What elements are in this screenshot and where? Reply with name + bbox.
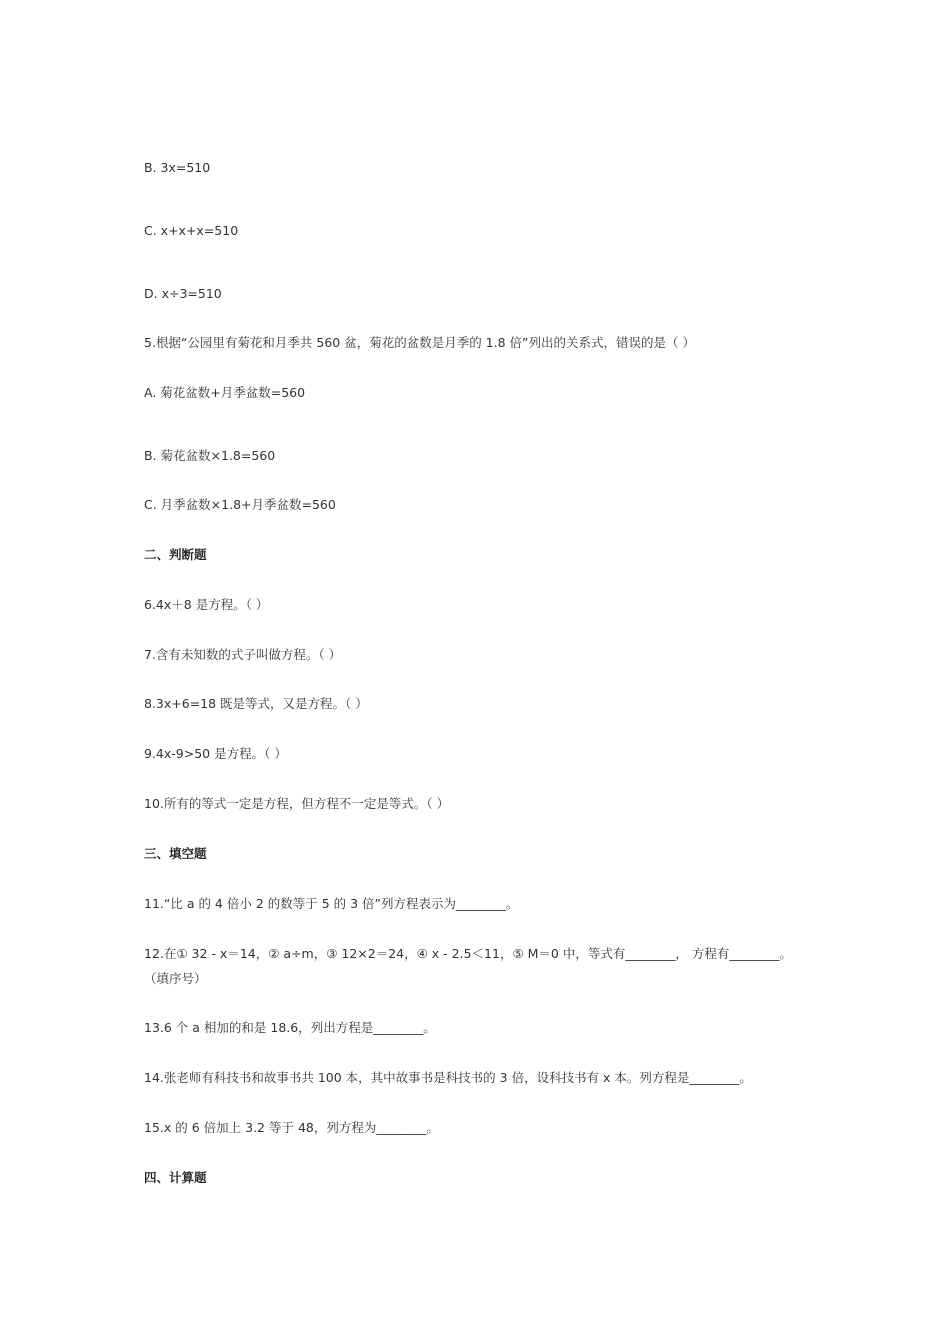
option-4c: C. x+x+x=510 xyxy=(144,223,239,238)
question-13: 13.6 个 a 相加的和是 18.6，列出方程是________。 xyxy=(144,1020,436,1035)
question-15: 15.x 的 6 倍加上 3.2 等于 48，列方程为________。 xyxy=(144,1120,439,1135)
question-14: 14.张老师有科技书和故事书共 100 本，其中故事书是科技书的 3 倍，设科技书有 x 本。列方程是________。 xyxy=(144,1070,752,1085)
question-5: 5.根据“公园里有菊花和月季共 560 盆，菊花的盆数是月季的 1.8 倍”列出的关系式，错误的是（ ） xyxy=(144,335,695,350)
question-12: 12.在① 32 - x＝14，② a÷m，③ 12×2＝24，④ x - 2.5＜11，⑤ M＝0 中，等式有________， 方程有________。（填序号） xyxy=(144,946,792,986)
option-5b: B. 菊花盆数×1.8=560 xyxy=(144,448,276,463)
question-10: 10.所有的等式一定是方程，但方程不一定是等式。（ ） xyxy=(144,796,450,811)
option-4b: B. 3x=510 xyxy=(144,160,211,175)
option-5c: C. 月季盆数×1.8+月季盆数=560 xyxy=(144,497,336,512)
question-11: 11.“比 a 的 4 倍小 2 的数等于 5 的 3 倍”列方程表示为________。 xyxy=(144,896,519,911)
question-7: 7.含有未知数的式子叫做方程。（ ） xyxy=(144,647,342,662)
question-9: 9.4x-9>50 是方程。（ ） xyxy=(144,746,287,761)
section-heading-fill-in: 三、填空题 xyxy=(144,846,207,861)
option-4d: D. x÷3=510 xyxy=(144,286,222,301)
question-6: 6.4x＋8 是方程。（ ） xyxy=(144,597,269,612)
question-8: 8.3x+6=18 既是等式，又是方程。（ ） xyxy=(144,696,368,711)
option-5a: A. 菊花盆数+月季盆数=560 xyxy=(144,385,306,400)
section-heading-calculation: 四、计算题 xyxy=(144,1170,207,1185)
section-heading-judgment: 二、判断题 xyxy=(144,547,207,562)
